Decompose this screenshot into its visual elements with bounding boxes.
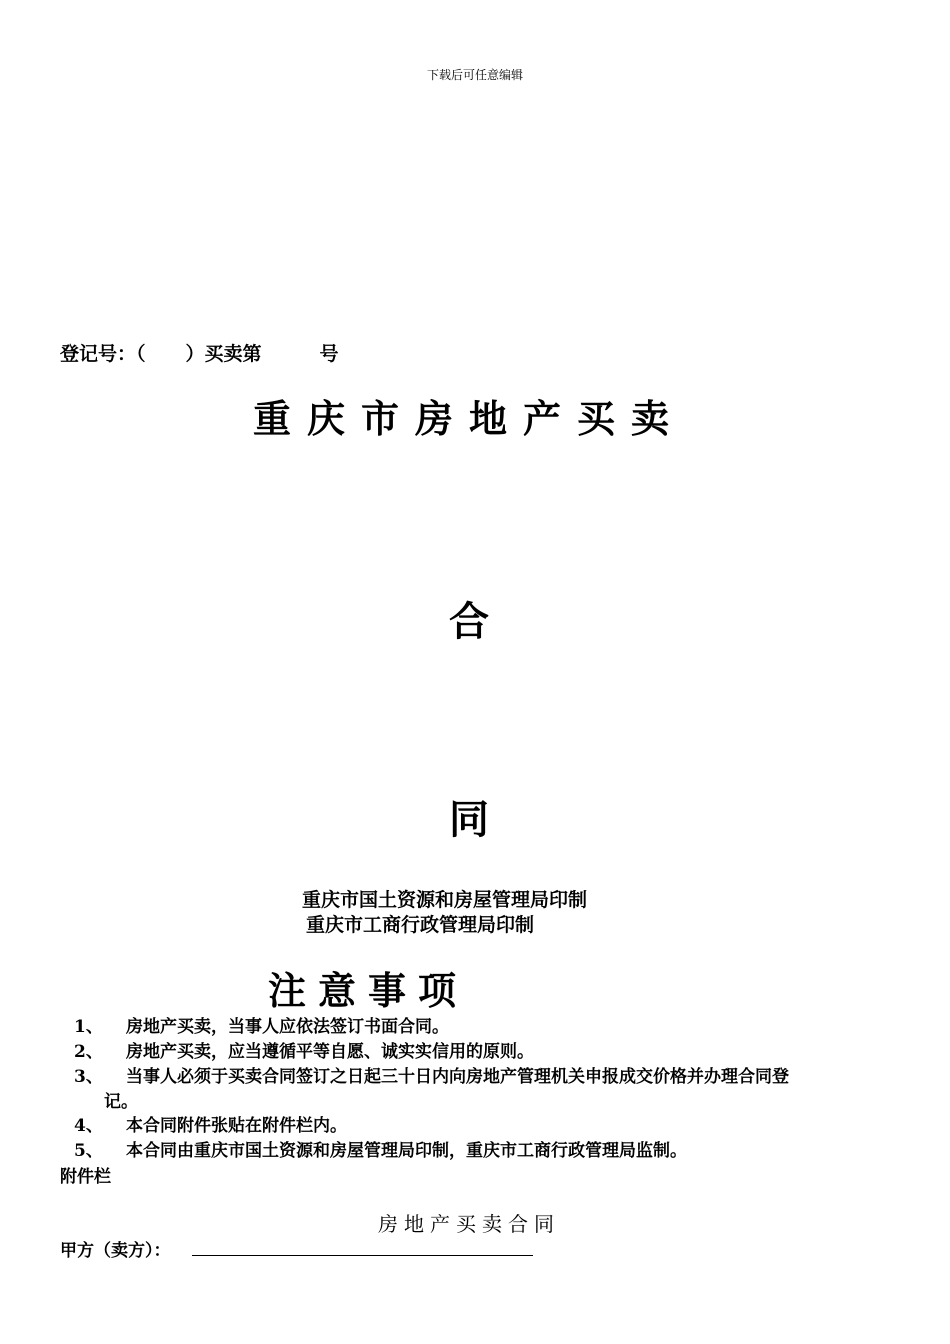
notice-item-number: 2、 (74, 1042, 103, 1062)
registration-number-line (60, 339, 339, 366)
notice-item-text: 房地产买卖，当事人应依法签订书面合同。 (126, 1017, 449, 1037)
notice-item-3-continuation: 记。 (104, 1092, 138, 1112)
notice-item-text: 本合同由重庆市国土资源和房屋管理局印制，重庆市工商行政管理局监制。 (126, 1141, 687, 1161)
notice-item-number: 4、 (74, 1116, 103, 1136)
contract-subtitle: 房地产买卖合同 (378, 1212, 560, 1236)
registration-label: 登记号：（ (60, 343, 146, 365)
header-note: 下载后可任意编辑 (426, 68, 523, 82)
party-a-signature-line[interactable] (192, 1255, 533, 1256)
document-title: 重庆市房地产买卖 (252, 397, 685, 441)
notice-item-text: 当事人必须于买卖合同签订之日起三十日内向房地产管理机关申报成交价格并办理合同登 (126, 1067, 789, 1087)
notice-item-text: 房地产买卖，应当遵循平等自愿、诚实实信用的原则。 (126, 1042, 534, 1062)
notice-title: 注意事项 (268, 969, 469, 1013)
registration-suffix: 号 (319, 343, 339, 365)
attachment-section-label: 附件栏 (60, 1167, 111, 1187)
party-a-label: 甲方（卖方）： (60, 1241, 171, 1261)
notice-item-number: 3、 (74, 1067, 103, 1087)
notice-item-number: 5、 (74, 1141, 103, 1161)
title-char-he: 合 (449, 599, 489, 645)
publisher-industry-commerce: 重庆市工商行政管理局印制 (306, 914, 535, 936)
publisher-land-housing: 重庆市国土资源和房屋管理局印制 (302, 889, 588, 911)
registration-mid: ）买卖第 (185, 343, 262, 365)
notice-item-text: 本合同附件张贴在附件栏内。 (126, 1116, 347, 1136)
title-char-tong: 同 (449, 797, 489, 843)
notice-item-number: 1、 (74, 1017, 103, 1037)
